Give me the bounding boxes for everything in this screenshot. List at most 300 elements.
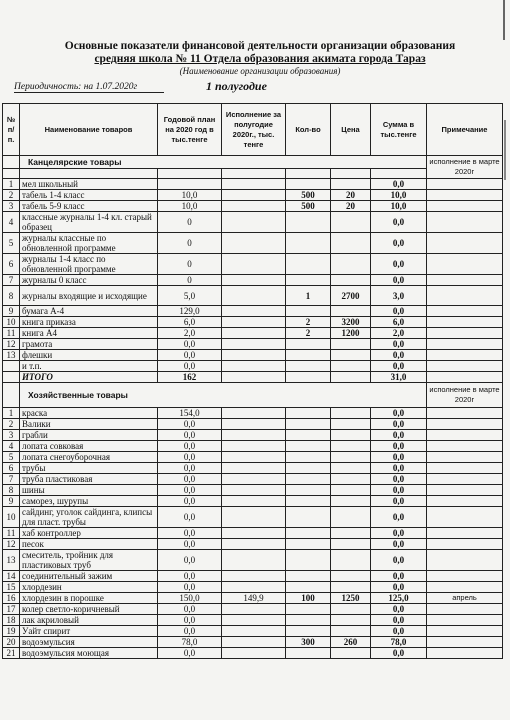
row-price [331, 550, 371, 571]
row-qty [286, 626, 331, 637]
row-note [427, 408, 503, 419]
row-sum: 0,0 [371, 571, 427, 582]
row-note [427, 571, 503, 582]
row-sum: 10,0 [371, 190, 427, 201]
row-sum: 6,0 [371, 317, 427, 328]
row-name: хлордезин [20, 582, 158, 593]
row-number: 16 [3, 593, 20, 604]
row-qty [286, 212, 331, 233]
row-price [331, 507, 371, 528]
row-note [427, 430, 503, 441]
table-row [3, 550, 503, 571]
row-number: 1 [3, 408, 20, 419]
row-note [427, 528, 503, 539]
table-row [3, 593, 503, 604]
row-plan: 0,0 [158, 452, 222, 463]
row-exec: 149,9 [222, 593, 286, 604]
row-name: мел школьный [20, 179, 158, 190]
row-price: 20 [331, 201, 371, 212]
row-number: 9 [3, 306, 20, 317]
row-number: 7 [3, 474, 20, 485]
row-plan: 0,0 [158, 604, 222, 615]
table-row [3, 582, 503, 593]
row-note [427, 539, 503, 550]
row-price [331, 179, 371, 190]
half-year-label: 1 полугодие [206, 79, 267, 93]
row-exec [222, 463, 286, 474]
row-plan: 0,0 [158, 507, 222, 528]
row-sum: 0,0 [371, 452, 427, 463]
row-qty [286, 571, 331, 582]
row-sum: 0,0 [371, 275, 427, 286]
table-row [3, 361, 503, 372]
row-sum: 78,0 [371, 637, 427, 648]
row-number: 18 [3, 615, 20, 626]
row-name: сайдинг, уголок сайдинга, клипсы для пласт. трубы [20, 507, 158, 528]
row-qty: 100 [286, 593, 331, 604]
row-number: 17 [3, 604, 20, 615]
row-exec [222, 430, 286, 441]
section-header-row [3, 156, 503, 169]
header-qty: Кол-во [286, 104, 331, 156]
row-price [331, 254, 371, 275]
row-qty [286, 441, 331, 452]
row-sum: 0,0 [371, 485, 427, 496]
header-sum: Сумма в тыс.тенге [371, 104, 427, 156]
row-sum: 0,0 [371, 339, 427, 350]
row-exec [222, 637, 286, 648]
row-name: книга приказа [20, 317, 158, 328]
table-row [3, 507, 503, 528]
table-row [3, 317, 503, 328]
row-note [427, 339, 503, 350]
row-exec [222, 190, 286, 201]
row-price [331, 626, 371, 637]
row-plan: 0,0 [158, 550, 222, 571]
table-row [3, 648, 503, 659]
row-sum: 0,0 [371, 615, 427, 626]
row-number: 20 [3, 637, 20, 648]
row-plan: 0 [158, 233, 222, 254]
row-qty: 2 [286, 317, 331, 328]
row-name: краска [20, 408, 158, 419]
row-sum: 0,0 [371, 507, 427, 528]
row-qty [286, 372, 331, 383]
row-price [331, 571, 371, 582]
organization-caption: (Наименование организации образования) [179, 66, 341, 76]
row-qty [286, 604, 331, 615]
row-plan: 0 [158, 254, 222, 275]
table-row [3, 528, 503, 539]
row-number: 14 [3, 571, 20, 582]
row-exec [222, 571, 286, 582]
row-exec [222, 201, 286, 212]
row-price [331, 452, 371, 463]
row-note [427, 275, 503, 286]
row-qty: 1 [286, 286, 331, 306]
header-num: № п/п. [3, 104, 20, 156]
row-name: шины [20, 485, 158, 496]
row-exec [222, 419, 286, 430]
row-number [3, 383, 20, 408]
row-number: 12 [3, 539, 20, 550]
row-plan: 154,0 [158, 408, 222, 419]
row-price: 2700 [331, 286, 371, 306]
table-row [3, 452, 503, 463]
row-qty [286, 430, 331, 441]
row-plan: 0,0 [158, 463, 222, 474]
row-exec [222, 496, 286, 507]
row-number: 11 [3, 328, 20, 339]
row-exec [222, 372, 286, 383]
row-number: 10 [3, 507, 20, 528]
row-exec [222, 528, 286, 539]
row-exec [222, 350, 286, 361]
row-note [427, 626, 503, 637]
row-number: 19 [3, 626, 20, 637]
row-sum: 0,0 [371, 604, 427, 615]
row-note [427, 233, 503, 254]
row-sum: 0,0 [371, 441, 427, 452]
row-number: 3 [3, 201, 20, 212]
row-price [331, 496, 371, 507]
row-price: 1250 [331, 593, 371, 604]
row-price: 20 [331, 190, 371, 201]
row-plan: 0,0 [158, 419, 222, 430]
row-price [331, 539, 371, 550]
row-number: 5 [3, 233, 20, 254]
row-price [331, 350, 371, 361]
row-number: 5 [3, 452, 20, 463]
table-row [3, 254, 503, 275]
table-row [3, 441, 503, 452]
row-plan [158, 179, 222, 190]
row-exec [222, 317, 286, 328]
total-sum: 31,0 [371, 372, 427, 383]
table-row [3, 496, 503, 507]
row-qty [286, 452, 331, 463]
row-name: хаб контроллер [20, 528, 158, 539]
table-row [3, 306, 503, 317]
row-exec [222, 474, 286, 485]
row-number: 4 [3, 441, 20, 452]
row-sum: 0,0 [371, 361, 427, 372]
row-name: труба пластиковая [20, 474, 158, 485]
row-note [427, 507, 503, 528]
row-name: соединительный зажим [20, 571, 158, 582]
row-note [427, 254, 503, 275]
row-qty [286, 179, 331, 190]
table-row [3, 626, 503, 637]
row-qty [286, 582, 331, 593]
row-name: колер светло-коричневый [20, 604, 158, 615]
row-number: 6 [3, 463, 20, 474]
row-plan: 0,0 [158, 441, 222, 452]
row-note [427, 212, 503, 233]
row-qty [286, 254, 331, 275]
row-plan: 0 [158, 275, 222, 286]
row-qty [286, 306, 331, 317]
row-sum: 0,0 [371, 463, 427, 474]
row-plan: 0,0 [158, 539, 222, 550]
row-exec [222, 254, 286, 275]
row-qty [286, 463, 331, 474]
row-qty [286, 275, 331, 286]
row-name: смеситель, тройник для пластиковых труб [20, 550, 158, 571]
row-number [3, 372, 20, 383]
section-title: Хозяйственные товары [20, 383, 427, 408]
row-exec [222, 604, 286, 615]
row-plan: 0,0 [158, 496, 222, 507]
row-name: бумага А-4 [20, 306, 158, 317]
total-label: ИТОГО [20, 372, 158, 383]
row-exec [222, 408, 286, 419]
total-row [3, 372, 503, 383]
financial-table [2, 103, 503, 659]
row-note [427, 604, 503, 615]
header-note: Примечание [427, 104, 503, 156]
row-number: 6 [3, 254, 20, 275]
row-qty [286, 233, 331, 254]
row-note [427, 648, 503, 659]
row-note [427, 582, 503, 593]
row-exec [222, 550, 286, 571]
row-sum: 10,0 [371, 201, 427, 212]
row-plan: 5,0 [158, 286, 222, 306]
row-name: табель 5-9 класс [20, 201, 158, 212]
scan-edge-mark [504, 120, 506, 180]
row-name: водоэмульсия моющая [20, 648, 158, 659]
table-row [3, 201, 503, 212]
row-qty [286, 528, 331, 539]
row-qty [286, 419, 331, 430]
row-note [427, 441, 503, 452]
row-qty [286, 507, 331, 528]
row-price [331, 419, 371, 430]
table-row [3, 339, 503, 350]
row-exec [222, 306, 286, 317]
row-note [427, 286, 503, 306]
row-plan: 0,0 [158, 430, 222, 441]
row-note [427, 350, 503, 361]
table-row [3, 615, 503, 626]
row-exec [222, 179, 286, 190]
row-plan: 0 [158, 212, 222, 233]
row-sum: 0,0 [371, 212, 427, 233]
row-sum: 0,0 [371, 474, 427, 485]
row-name: Валики [20, 419, 158, 430]
table-row [3, 474, 503, 485]
row-note [427, 190, 503, 201]
row-name: журналы входящие и исходящие [20, 286, 158, 306]
row-qty [286, 550, 331, 571]
row-note [427, 463, 503, 474]
row-note [427, 361, 503, 372]
row-plan: 0,0 [158, 528, 222, 539]
row-plan: 0,0 [158, 485, 222, 496]
header-exec: Исполнение за полугодие 2020г., тыс. тенге [222, 104, 286, 156]
row-note [427, 419, 503, 430]
total-plan: 162 [158, 372, 222, 383]
row-sum: 0,0 [371, 419, 427, 430]
row-qty [286, 615, 331, 626]
row-name: лопата совковая [20, 441, 158, 452]
row-sum: 0,0 [371, 626, 427, 637]
row-name: хлордезин в порошке [20, 593, 158, 604]
table-row [3, 539, 503, 550]
row-sum: 2,0 [371, 328, 427, 339]
row-sum: 0,0 [371, 254, 427, 275]
row-name: журналы классные по обновленной программе [20, 233, 158, 254]
row-price [331, 528, 371, 539]
section-note: исполнение в марте 2020г [427, 383, 503, 408]
row-sum: 0,0 [371, 408, 427, 419]
row-name: лопата снегоуборочная [20, 452, 158, 463]
section-header-row [3, 383, 503, 408]
row-exec [222, 615, 286, 626]
row-number: 8 [3, 286, 20, 306]
row-name: водоэмульсия [20, 637, 158, 648]
row-number: 2 [3, 419, 20, 430]
row-sum: 0,0 [371, 233, 427, 254]
row-number: 15 [3, 582, 20, 593]
row-note [427, 317, 503, 328]
row-price [331, 463, 371, 474]
table-row [3, 328, 503, 339]
row-price [331, 582, 371, 593]
row-qty [286, 539, 331, 550]
row-number: 12 [3, 339, 20, 350]
row-exec [222, 275, 286, 286]
row-sum: 0,0 [371, 582, 427, 593]
row-exec [222, 626, 286, 637]
row-note [427, 485, 503, 496]
header-price: Цена [331, 104, 371, 156]
row-price [331, 474, 371, 485]
row-sum: 125,0 [371, 593, 427, 604]
row-note [427, 550, 503, 571]
row-exec [222, 648, 286, 659]
row-plan: 0,0 [158, 648, 222, 659]
row-qty: 500 [286, 190, 331, 201]
row-name: песок [20, 539, 158, 550]
row-plan: 6,0 [158, 317, 222, 328]
table-row [3, 233, 503, 254]
document-title: Основные показатели финансовой деятельности организации образования [64, 40, 456, 52]
row-number: 1 [3, 179, 20, 190]
table-row [3, 485, 503, 496]
table-row [3, 190, 503, 201]
row-number [3, 361, 20, 372]
row-price: 3200 [331, 317, 371, 328]
row-name: грабли [20, 430, 158, 441]
row-exec [222, 507, 286, 528]
table-row [3, 350, 503, 361]
row-name: журналы 0 класс [20, 275, 158, 286]
organization-name: средняя школа № 11 Отдела образования акимата города Тараз [94, 53, 426, 65]
row-price [331, 430, 371, 441]
row-qty [286, 496, 331, 507]
row-plan: 0,0 [158, 474, 222, 485]
row-exec [222, 582, 286, 593]
row-name: флешки [20, 350, 158, 361]
row-plan: 0,0 [158, 350, 222, 361]
row-plan: 129,0 [158, 306, 222, 317]
row-name: и т.п. [20, 361, 158, 372]
row-plan: 0,0 [158, 361, 222, 372]
table-row [3, 430, 503, 441]
row-note [427, 179, 503, 190]
row-number: 13 [3, 350, 20, 361]
row-price [331, 306, 371, 317]
periodicity-label: Периодичность: на 1.07.2020г [14, 82, 164, 93]
row-exec [222, 441, 286, 452]
row-number: 9 [3, 496, 20, 507]
row-qty [286, 350, 331, 361]
row-sum: 0,0 [371, 306, 427, 317]
row-name: классные журналы 1-4 кл. старый образец [20, 212, 158, 233]
row-number: 8 [3, 485, 20, 496]
section-note: исполнение в марте 2020г [427, 156, 503, 179]
table-row [3, 571, 503, 582]
section-title: Канцелярские товары [20, 156, 427, 169]
row-qty [286, 474, 331, 485]
row-sum: 0,0 [371, 648, 427, 659]
row-name: журналы 1-4 класс по обновленной программе [20, 254, 158, 275]
row-plan: 10,0 [158, 190, 222, 201]
table-body [3, 156, 503, 659]
row-sum: 0,0 [371, 539, 427, 550]
row-price [331, 372, 371, 383]
row-sum: 0,0 [371, 179, 427, 190]
row-note [427, 201, 503, 212]
row-plan: 78,0 [158, 637, 222, 648]
table-row [3, 419, 503, 430]
row-plan: 0,0 [158, 582, 222, 593]
row-qty [286, 361, 331, 372]
row-price [331, 615, 371, 626]
row-price [331, 275, 371, 286]
row-name: лак акриловый [20, 615, 158, 626]
row-number: 10 [3, 317, 20, 328]
row-plan: 0,0 [158, 615, 222, 626]
row-exec [222, 212, 286, 233]
row-qty [286, 485, 331, 496]
table-row [3, 212, 503, 233]
row-exec [222, 328, 286, 339]
row-name: табель 1-4 класс [20, 190, 158, 201]
row-qty: 500 [286, 201, 331, 212]
row-note [427, 637, 503, 648]
row-number: 4 [3, 212, 20, 233]
row-exec [222, 339, 286, 350]
row-price: 1200 [331, 328, 371, 339]
table-row [3, 408, 503, 419]
row-qty [286, 648, 331, 659]
row-name: книга А4 [20, 328, 158, 339]
row-price [331, 233, 371, 254]
table-row [3, 463, 503, 474]
row-qty: 2 [286, 328, 331, 339]
row-sum: 0,0 [371, 430, 427, 441]
table-header-row [3, 104, 503, 156]
row-name: Уайт спирит [20, 626, 158, 637]
row-plan: 0,0 [158, 339, 222, 350]
row-number: 3 [3, 430, 20, 441]
row-sum: 0,0 [371, 550, 427, 571]
row-name: грамота [20, 339, 158, 350]
row-number: 11 [3, 528, 20, 539]
